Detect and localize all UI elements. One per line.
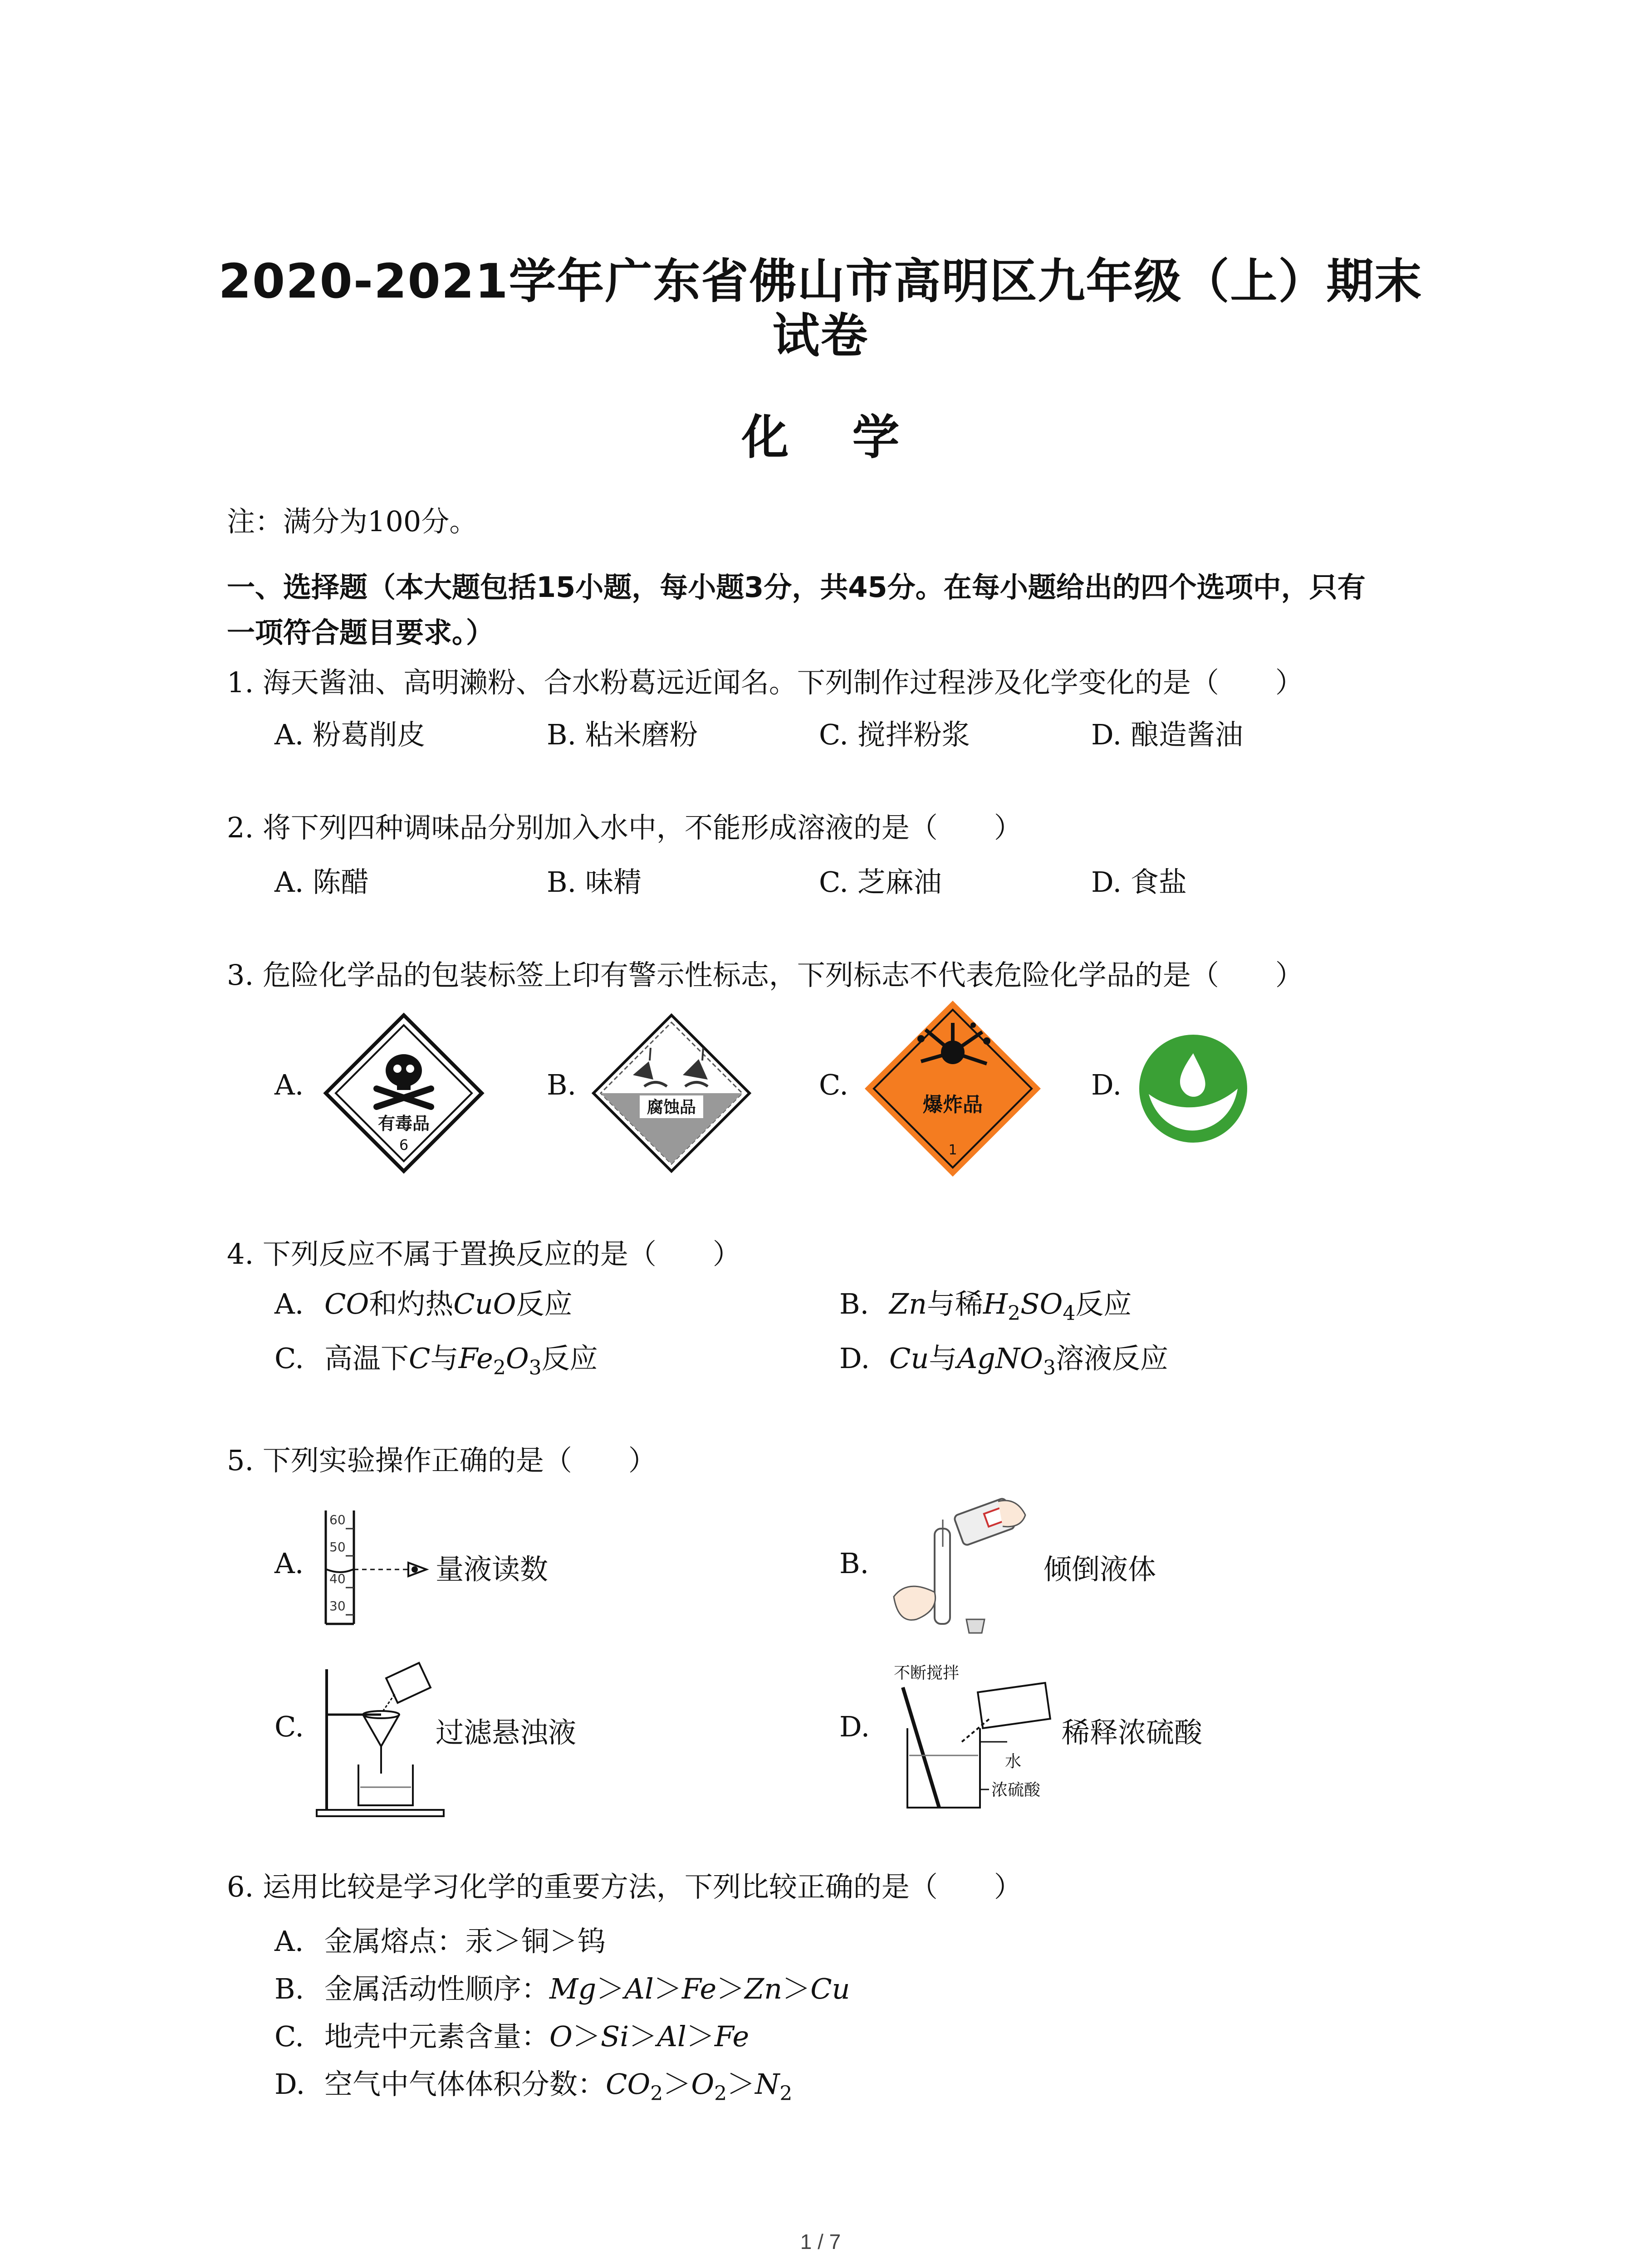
- q5-caption-c: 过滤悬浊液: [436, 1716, 577, 1749]
- q5-caption-d: 稀释浓硫酸: [1062, 1716, 1203, 1749]
- pouring-liquid-icon: [889, 1492, 1039, 1647]
- q5-label-d: D.: [839, 1710, 870, 1743]
- q2-option-d: D. 食盐: [1091, 865, 1187, 899]
- q6-option-b-label: B.: [274, 1972, 304, 2005]
- q2-option-c: C. 芝麻油: [819, 865, 942, 899]
- q4-option-a-text1: 和灼热: [369, 1287, 454, 1320]
- q4-option-b-text2: 反应: [1075, 1287, 1132, 1320]
- q4-option-d-text2: 溶液反应: [1055, 1342, 1168, 1375]
- subject-heading: [0, 399, 1641, 467]
- q6-option-a: [274, 1919, 606, 1959]
- q4-option-c-text1: 与: [430, 1342, 459, 1375]
- q4-option-c-label: C.: [274, 1342, 304, 1375]
- formula-cu: Cu: [810, 1972, 850, 2005]
- q5-caption-a: 量液读数: [436, 1553, 549, 1586]
- formula-o: O: [505, 1342, 529, 1375]
- q2-option-b: B. 味精: [547, 865, 642, 899]
- greater-than: ＞: [782, 1972, 811, 2005]
- q3-stem: 3. 危险化学品的包装标签上印有警示性标志，下列标志不代表危险化学品的是（ ）: [227, 958, 1303, 992]
- q4-stem: 4. 下列反应不属于置换反应的是（ ）: [227, 1237, 741, 1271]
- subscript: 2: [714, 2082, 727, 2105]
- q6-option-c: [274, 2014, 749, 2054]
- q6-option-d-text: 空气中气体体积分数：: [324, 2068, 606, 2101]
- formula-h: H: [983, 1287, 1008, 1320]
- q6-option-b-text: 金属活动性顺序：: [324, 1972, 550, 2005]
- q6-option-b: [274, 1966, 850, 2007]
- subscript: 2: [1008, 1302, 1021, 1325]
- q4-option-b-label: B.: [839, 1287, 869, 1320]
- formula-so: SO: [1020, 1287, 1063, 1320]
- graduated-cylinder-icon: [318, 1506, 436, 1628]
- q1-option-d: D. 酿造酱油: [1091, 718, 1243, 751]
- explosive-sign-icon: [862, 998, 1043, 1179]
- greater-than: ＞: [572, 2020, 601, 2053]
- subscript: 3: [1043, 1356, 1056, 1379]
- formula-si: Si: [600, 2020, 629, 2053]
- stir-label: 不断搅拌: [894, 1664, 960, 1682]
- q6-stem: 6. 运用比较是学习化学的重要方法，下列比较正确的是（ ）: [227, 1870, 1022, 1903]
- subscript: 2: [650, 2082, 663, 2105]
- formula-zn: Zn: [889, 1287, 927, 1320]
- section-heading-line1: 一、选择题（本大题包括15小题，每小题3分，共45分。在每小题给出的四个选项中，只有: [227, 571, 1366, 604]
- greater-than: ＞: [629, 2020, 657, 2053]
- formula-co: CO: [324, 1287, 369, 1320]
- q5-label-b: B.: [839, 1547, 869, 1580]
- q6-option-a-text: 金属熔点：汞＞铜＞钨: [324, 1925, 606, 1958]
- diluting-sulfuric-acid-icon: [889, 1651, 1071, 1819]
- q1-option-c: C. 搅拌粉浆: [819, 718, 970, 751]
- formula-co2: CO: [606, 2068, 651, 2101]
- greater-than: ＞: [663, 2068, 691, 2101]
- page-number: 1 / 7: [800, 2230, 841, 2253]
- formula-o2: O: [691, 2068, 715, 2101]
- greater-than: ＞: [716, 1972, 745, 2005]
- formula-zn: Zn: [745, 1972, 783, 2005]
- formula-n2: N: [755, 2068, 780, 2101]
- q1-option-a: A. 粉葛削皮: [274, 718, 426, 751]
- toxic-sign-number: 6: [399, 1136, 409, 1154]
- q4-option-c-text0: 高温下: [324, 1342, 409, 1375]
- q4-option-d-text1: 与: [929, 1342, 957, 1375]
- q5-stem: 5. 下列实验操作正确的是（ ）: [227, 1444, 656, 1477]
- subscript: 2: [779, 2082, 793, 2105]
- tick-label-50: 50: [329, 1540, 346, 1554]
- formula-mg: Mg: [549, 1972, 597, 2005]
- section-heading-line2: 一项符合题目要求。）: [227, 616, 495, 649]
- q6-option-a-label: A.: [274, 1925, 304, 1958]
- q6-option-c-text: 地壳中元素含量：: [324, 2020, 550, 2053]
- q6-option-d-label: D.: [274, 2068, 305, 2101]
- q4-option-c-text2: 反应: [541, 1342, 598, 1375]
- tick-label-40: 40: [329, 1571, 346, 1586]
- formula-fe: Fe: [714, 2020, 749, 2053]
- formula-c: C: [409, 1342, 431, 1375]
- greater-than: ＞: [686, 2020, 715, 2053]
- acid-label: 浓硫酸: [991, 1781, 1041, 1799]
- subject-char-1: 化: [741, 410, 789, 465]
- score-note: 注：满分为100分。: [227, 505, 478, 538]
- formula-o: O: [549, 2020, 573, 2053]
- q3-label-c: C.: [819, 1068, 848, 1101]
- greater-than: ＞: [653, 1972, 682, 2005]
- subscript: 2: [493, 1356, 506, 1379]
- q5-label-a: A.: [274, 1547, 304, 1580]
- tick-label-60: 60: [329, 1512, 346, 1527]
- q4-option-a-label: A.: [274, 1287, 304, 1320]
- greater-than: ＞: [596, 1972, 625, 2005]
- q4-option-c: [274, 1336, 598, 1379]
- formula-cuo: CuO: [453, 1287, 516, 1320]
- water-saving-sign-icon: [1139, 1034, 1248, 1143]
- q5-caption-b: 倾倒液体: [1043, 1553, 1156, 1586]
- exam-title-line1: 2020-2021学年广东省佛山市高明区九年级（上）期末: [218, 254, 1423, 309]
- filtration-setup-icon: [313, 1651, 449, 1819]
- formula-agno: AgNO: [957, 1342, 1043, 1375]
- greater-than: ＞: [727, 2068, 755, 2101]
- q6-option-d: [274, 2062, 793, 2105]
- q4-option-d: [839, 1336, 1168, 1379]
- tick-label-30: 30: [329, 1598, 346, 1613]
- subscript: 3: [529, 1356, 542, 1379]
- corrosive-sign-label: 腐蚀品: [647, 1098, 696, 1117]
- formula-al: Al: [624, 1972, 654, 2005]
- q3-label-d: D.: [1091, 1068, 1122, 1101]
- toxic-sign-label: 有毒品: [377, 1114, 430, 1134]
- toxic-sign-icon: [322, 1012, 485, 1175]
- q4-option-b: [839, 1281, 1132, 1325]
- q1-option-b: B. 粘米磨粉: [547, 718, 698, 751]
- q3-label-b: B.: [547, 1068, 577, 1101]
- q2-stem: 2. 将下列四种调味品分别加入水中，不能形成溶液的是（ ）: [227, 811, 1022, 844]
- q3-label-a: A.: [274, 1068, 304, 1101]
- explosive-sign-number: 1: [948, 1142, 957, 1158]
- q1-stem: 1. 海天酱油、高明濑粉、合水粉葛远近闻名。下列制作过程涉及化学变化的是（ ）: [227, 666, 1303, 699]
- formula-fe: Fe: [681, 1972, 717, 2005]
- exam-title-line2: 试卷: [772, 308, 869, 363]
- formula-al: Al: [657, 2020, 686, 2053]
- q6-option-c-label: C.: [274, 2020, 304, 2053]
- q4-option-b-text1: 与稀: [927, 1287, 984, 1320]
- water-label: 水: [1005, 1752, 1022, 1771]
- corrosive-sign-icon: [590, 1012, 753, 1175]
- q4-option-d-label: D.: [839, 1342, 870, 1375]
- q5-label-c: C.: [274, 1710, 304, 1743]
- formula-fe: Fe: [458, 1342, 493, 1375]
- subject-char-2: 学: [852, 410, 900, 465]
- explosive-sign-label: 爆炸品: [923, 1093, 983, 1116]
- q4-option-a: [274, 1281, 573, 1322]
- q4-option-a-text2: 反应: [516, 1287, 573, 1320]
- q2-option-a: A. 陈醋: [274, 865, 369, 899]
- subscript: 4: [1063, 1302, 1076, 1325]
- formula-cu: Cu: [889, 1342, 929, 1375]
